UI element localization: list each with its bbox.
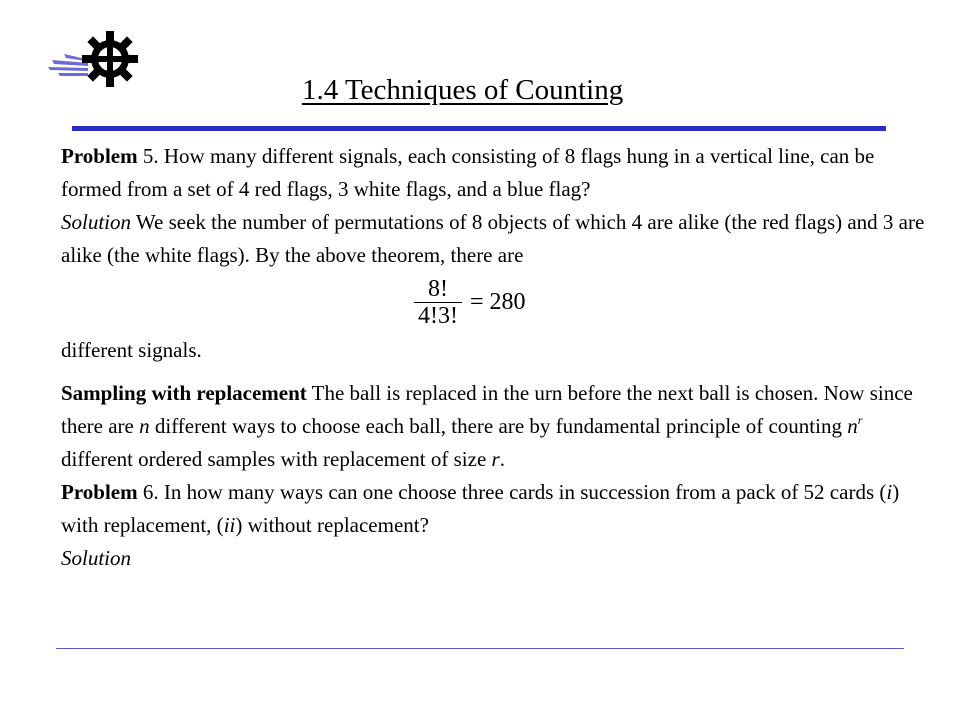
var-ii: ii (223, 513, 236, 537)
paragraph-gap (61, 367, 931, 377)
gear-logo-icon (44, 30, 144, 92)
solution-5-text: We seek the number of permutations of 8 objects of which 4 are alike (the red flags) and 3 are alike (the white flags). By the above theorem, there are (61, 210, 925, 267)
var-r: r (491, 447, 500, 471)
sampling-text-4: . (499, 447, 505, 471)
sampling-paragraph (61, 377, 931, 476)
formula-block (61, 272, 931, 334)
formula-result: = 280 (469, 289, 526, 315)
problem-6-text-1: 6. In how many ways can one choose three cards in succession from a pack of 52 cards ( (137, 480, 887, 504)
sampling-text-1: The ball is replaced in the urn before the next ball is chosen. Now since there are (61, 381, 913, 438)
var-r-exponent: r (857, 413, 863, 427)
var-n-power: n (847, 414, 858, 438)
sampling-text-2: different ways to choose each ball, there are by fundamental principle of counting (149, 414, 848, 438)
formula-denominator: 4!3! (414, 302, 462, 329)
solution-6-paragraph (61, 542, 931, 575)
solution-5-paragraph (61, 206, 931, 272)
permutation-formula (414, 276, 526, 329)
solution-6-label: Solution (61, 546, 132, 570)
formula-fraction (414, 276, 462, 329)
problem-6-paragraph (61, 476, 931, 542)
footer-divider (56, 648, 904, 649)
var-i: i (886, 480, 893, 504)
problem-5-label: Problem (61, 144, 138, 168)
slide-title: 1.4 Techniques of Counting (302, 74, 624, 106)
problem-6-text-3: ) without replacement? (235, 513, 429, 537)
problem-6-text-2: ) with replacement, ( (61, 480, 900, 537)
sampling-text-3: different ordered samples with replacement of size (61, 447, 492, 471)
problem-6-label: Problem (61, 480, 138, 504)
title-divider (72, 126, 886, 131)
slide-body (61, 140, 931, 575)
formula-numerator: 8! (427, 276, 448, 302)
problem-5-text: 5. How many different signals, each consisting of 8 flags hung in a vertical line, can be formed from a set of 4 red flags, 3 white flags, and a blue flag? (61, 144, 875, 201)
problem-5-paragraph (61, 140, 931, 206)
solution-5-conclusion: different signals. (61, 338, 202, 362)
var-n: n (139, 414, 150, 438)
sampling-heading: Sampling with replacement (61, 381, 307, 405)
solution-5-label: Solution (61, 210, 132, 234)
